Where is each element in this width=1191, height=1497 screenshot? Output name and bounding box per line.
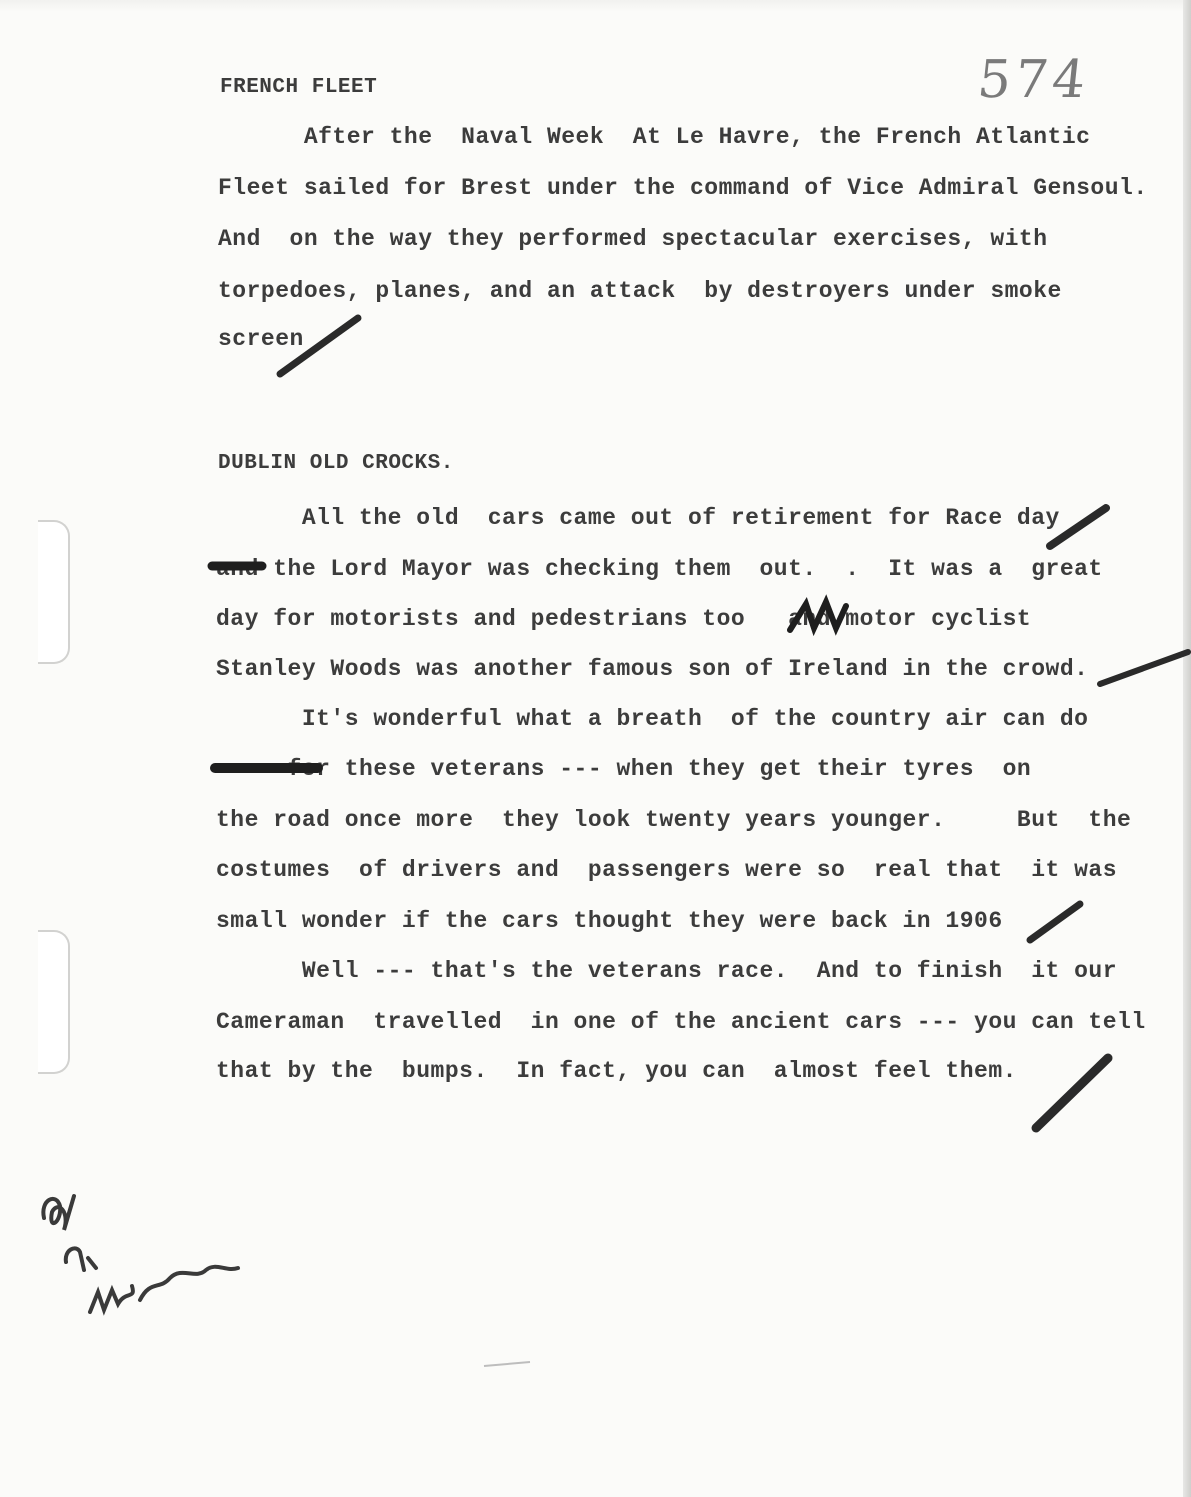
text-line: torpedoes, planes, and an attack by destroyers under smoke xyxy=(218,278,1062,304)
text-line: Stanley Woods was another famous son of Ireland in the crowd. xyxy=(216,656,1089,682)
text-line: day for motorists and pedestrians too and motor cyclist xyxy=(216,606,1032,632)
slash-mark xyxy=(1100,652,1188,684)
text-line: And on the way they performed spectacular exercises, with xyxy=(218,226,1048,252)
text-line: small wonder if the cars thought they were back in 1906 xyxy=(216,908,1003,934)
text-line: screen xyxy=(218,326,304,352)
slash-mark xyxy=(1036,1058,1108,1128)
text-line: Well --- that's the veterans race. And to finish it our xyxy=(216,958,1118,984)
text-line: After the Naval Week At Le Havre, the French Atlantic xyxy=(218,124,1091,150)
section-heading-french-fleet: FRENCH FLEET xyxy=(220,76,378,99)
text-line: the road once more they look twenty years younger. But the xyxy=(216,807,1132,833)
text-line: It's wonderful what a breath of the country air can do xyxy=(216,706,1089,732)
text-line: Cameraman travelled in one of the ancient cars --- you can tell xyxy=(216,1009,1146,1035)
text-line: for these veterans --- when they get their tyres on xyxy=(216,756,1032,782)
handwritten-page-number: 574 xyxy=(974,50,1093,110)
text-line: and the Lord Mayor was checking them out. . It was a great xyxy=(216,556,1103,582)
text-line: that by the bumps. In fact, you can almost feel them. xyxy=(216,1058,1017,1084)
text-line: Fleet sailed for Brest under the command of Vice Admiral Gensoul. xyxy=(218,175,1148,201)
slash-mark xyxy=(1050,508,1106,546)
section-heading-dublin-old-crocks: DUBLIN OLD CROCKS. xyxy=(218,452,454,475)
text-line: costumes of drivers and passengers were so real that it was xyxy=(216,857,1118,883)
scribble-mark xyxy=(790,602,846,630)
slash-mark xyxy=(280,318,358,374)
text-line: All the old cars came out of retirement for Race day xyxy=(216,505,1060,531)
slash-mark xyxy=(1030,904,1080,940)
handwritten-signature xyxy=(43,1196,238,1312)
stray-mark xyxy=(484,1362,530,1366)
